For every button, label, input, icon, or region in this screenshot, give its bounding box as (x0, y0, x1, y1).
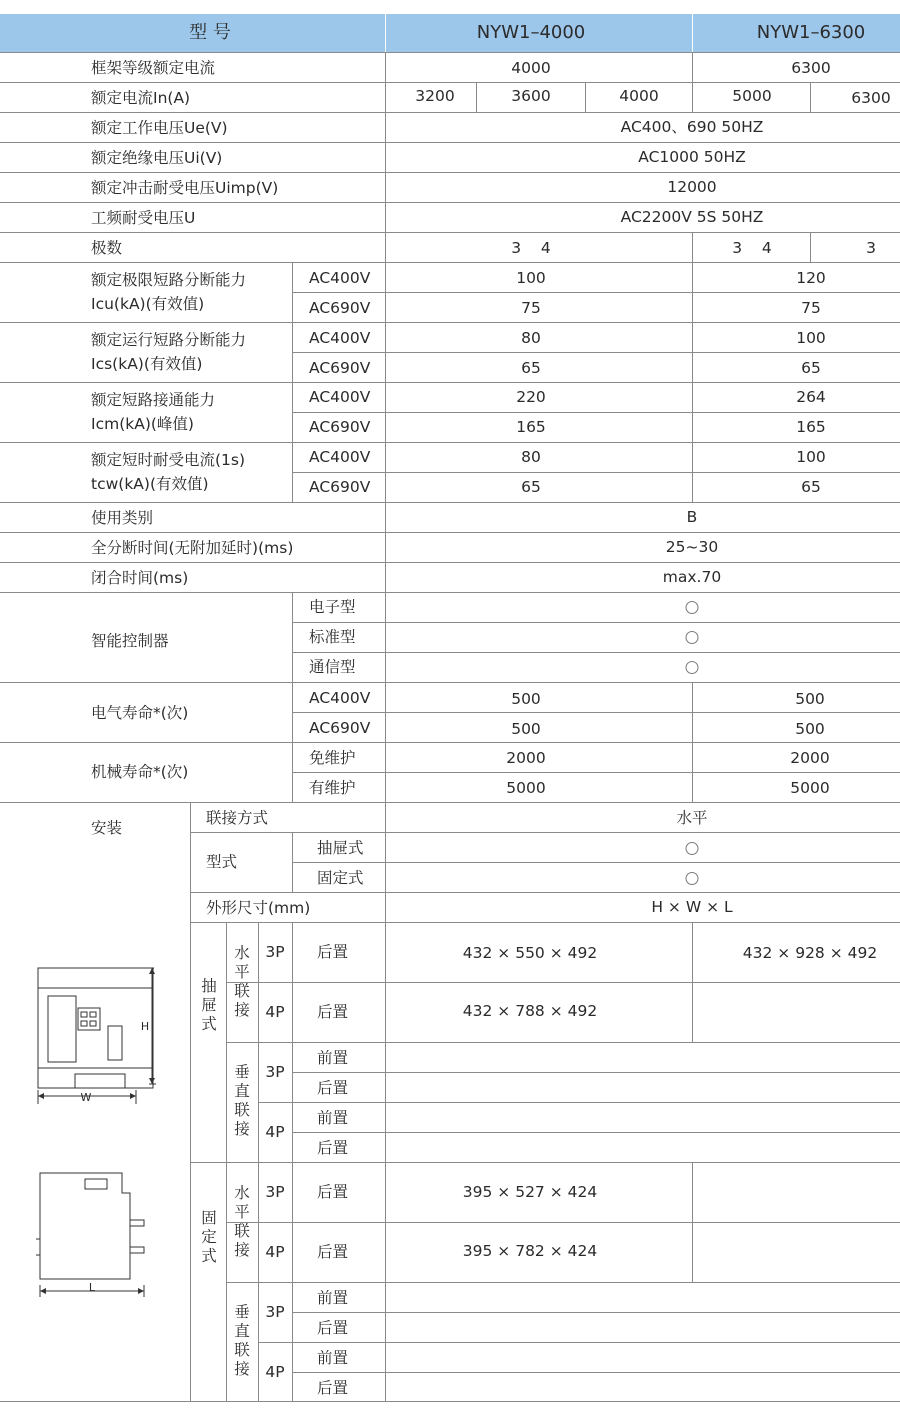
controller-type: 标准型 (309, 628, 356, 646)
voltage-label: AC690V (309, 359, 371, 377)
connection-value: 水平 (676, 809, 708, 827)
ue-label: 额定工作电压Ue(V) (91, 119, 228, 137)
rated-current-value: 4000 (619, 87, 659, 105)
position-rear: 后置 (317, 1003, 349, 1021)
poles-label: 极数 (91, 239, 123, 257)
pole-3p: 3P (265, 1183, 285, 1201)
uimp-label: 额定冲击耐受电压Uimp(V) (91, 179, 279, 197)
icm-value: 165 (796, 418, 826, 436)
category-label: 使用类别 (91, 509, 154, 527)
col-line (692, 922, 693, 1042)
ics-sublabel: Ics(kA)(有效值) (91, 355, 203, 373)
length-dimension-label: L (88, 1281, 96, 1294)
type-label: 型式 (206, 853, 238, 871)
row-line (0, 1401, 900, 1402)
poles-value: 3 (866, 239, 876, 257)
icu-value: 75 (521, 299, 541, 317)
ics-value: 65 (801, 359, 821, 377)
elec-life-value: 500 (511, 690, 541, 708)
rated-current-value: 3600 (511, 87, 551, 105)
row-line (292, 1072, 900, 1073)
ics-value: 80 (521, 329, 541, 347)
frame-current-value: 6300 (791, 59, 831, 77)
u-value: AC2200V 5S 50HZ (620, 208, 764, 226)
col-line (190, 802, 191, 1401)
row-line (0, 172, 900, 173)
horizontal-connection-label: 水平联接 (234, 944, 250, 1019)
fixed-vertical-label: 固定式 (201, 1209, 217, 1265)
position-rear: 后置 (317, 1379, 349, 1397)
icu-sublabel: Icu(kA)(有效值) (91, 295, 205, 313)
row-line (0, 202, 900, 203)
row-line (226, 1282, 900, 1283)
vertical-connection-label: 垂直联接 (234, 1063, 250, 1138)
col-line (585, 82, 586, 112)
connection-label: 联接方式 (206, 809, 269, 827)
position-front: 前置 (317, 1289, 349, 1307)
pole-4p: 4P (265, 1003, 285, 1021)
install-label: 安装 (91, 819, 123, 837)
controller-type: 通信型 (309, 658, 356, 676)
drawer-vertical-label: 抽屉式 (201, 977, 217, 1033)
optional-mark-icon (686, 872, 699, 885)
elec-life-value: 500 (795, 720, 825, 738)
row-line (292, 352, 900, 353)
row-line (292, 1372, 900, 1373)
voltage-label: AC690V (309, 478, 371, 496)
icm-value: 264 (796, 388, 826, 406)
position-front: 前置 (317, 1109, 349, 1127)
icm-sublabel: Icm(kA)(峰值) (91, 415, 194, 433)
mech-life-value: 2000 (506, 749, 546, 767)
close-time-value: max.70 (662, 568, 722, 586)
width-dimension-label: W (80, 1091, 92, 1104)
dimension-value: 395 × 527 × 424 (462, 1183, 598, 1201)
icw-value: 100 (796, 448, 826, 466)
dims-label: 外形尺寸(mm) (206, 899, 311, 917)
break-time-label: 全分断时间(无附加延时)(ms) (91, 539, 294, 557)
col-line (292, 592, 293, 802)
row-line (292, 622, 900, 623)
controller-label: 智能控制器 (91, 632, 169, 650)
controller-type: 电子型 (309, 598, 356, 616)
row-line (0, 562, 900, 563)
row-line (0, 52, 900, 53)
row-line (0, 112, 900, 113)
category-value: B (686, 508, 698, 526)
header-divider (692, 14, 693, 52)
row-line (190, 832, 900, 833)
dimension-value: 395 × 782 × 424 (462, 1242, 598, 1260)
row-line (0, 802, 900, 803)
rated-current-value: 3200 (415, 87, 455, 105)
maintenance-label: 免维护 (309, 749, 356, 767)
col-line (292, 262, 293, 502)
pole-4p: 4P (265, 1363, 285, 1381)
mech-life-value: 5000 (790, 779, 830, 797)
break-time-value: 25~30 (665, 538, 719, 556)
row-line (0, 382, 900, 383)
voltage-label: AC690V (309, 299, 371, 317)
col-line (292, 832, 293, 892)
row-line (0, 322, 900, 323)
position-rear: 后置 (317, 1079, 349, 1097)
icu-value: 120 (796, 269, 826, 287)
elec-life-value: 500 (511, 720, 541, 738)
icw-label: 额定短时耐受电流(1s) (91, 451, 246, 469)
voltage-label: AC400V (309, 329, 371, 347)
optional-mark-icon (686, 842, 699, 855)
icu-value: 100 (516, 269, 546, 287)
pole-4p: 4P (265, 1123, 285, 1141)
pole-3p: 3P (265, 943, 285, 961)
position-rear: 后置 (317, 1183, 349, 1201)
col-line (385, 52, 386, 1401)
col-line (810, 232, 811, 262)
icm-value: 220 (516, 388, 546, 406)
row-line (0, 682, 900, 683)
col-line (810, 82, 811, 112)
vertical-connection-label: 垂直联接 (234, 1303, 250, 1378)
col-line (692, 52, 693, 82)
row-line (292, 772, 900, 773)
dimension-value: 432 × 788 × 492 (462, 1002, 598, 1020)
ue-value: AC400、690 50HZ (620, 118, 764, 136)
row-line (258, 1102, 900, 1103)
col-line (692, 1162, 693, 1282)
row-line (292, 712, 900, 713)
row-line (0, 502, 900, 503)
voltage-label: AC690V (309, 719, 371, 737)
ics-value: 100 (796, 329, 826, 347)
poles-value: 3 4 (511, 239, 551, 257)
pole-4p: 4P (265, 1243, 285, 1261)
frame-current-value: 4000 (511, 59, 551, 77)
dimension-value: 432 × 928 × 492 (742, 944, 878, 962)
row-line (292, 412, 900, 413)
icw-value: 80 (521, 448, 541, 466)
model-nyw1-4000-header: NYW1–4000 (476, 22, 586, 43)
row-line (226, 1222, 900, 1223)
icw-sublabel: tcw(kA)(有效值) (91, 475, 209, 493)
ui-label: 额定绝缘电压Ui(V) (91, 149, 223, 167)
rated-current-value: 6300 (851, 89, 891, 107)
ics-label: 额定运行短路分断能力 (91, 331, 247, 349)
elec-life-value: 500 (795, 690, 825, 708)
row-line (0, 442, 900, 443)
elec-life-label: 电气寿命*(次) (91, 704, 189, 722)
row-line (0, 742, 900, 743)
icm-label: 额定短路接通能力 (91, 391, 216, 409)
type-fixed: 固定式 (317, 869, 364, 887)
type-drawer: 抽屉式 (317, 839, 364, 857)
position-rear: 后置 (317, 1319, 349, 1337)
row-line (0, 232, 900, 233)
close-time-label: 闭合时间(ms) (91, 569, 189, 587)
model-nyw1-6300-header: NYW1–6300 (756, 22, 866, 43)
pole-3p: 3P (265, 1303, 285, 1321)
row-line (292, 1132, 900, 1133)
col-line (692, 232, 693, 502)
position-rear: 后置 (317, 1139, 349, 1157)
icw-value: 65 (521, 478, 541, 496)
icw-value: 65 (801, 478, 821, 496)
optional-mark-icon (686, 661, 699, 674)
row-line (292, 472, 900, 473)
voltage-label: AC400V (309, 689, 371, 707)
position-rear: 后置 (317, 943, 349, 961)
icu-value: 75 (801, 299, 821, 317)
height-dimension-label: H (140, 1020, 150, 1033)
row-line (292, 292, 900, 293)
optional-mark-icon (686, 631, 699, 644)
poles-value: 3 4 (732, 239, 772, 257)
voltage-label: AC400V (309, 269, 371, 287)
row-line (226, 982, 900, 983)
col-line (292, 922, 293, 1401)
ui-value: AC1000 50HZ (638, 148, 746, 166)
maintenance-label: 有维护 (309, 779, 356, 797)
row-line (0, 532, 900, 533)
voltage-label: AC690V (309, 418, 371, 436)
model-header-label: 型 号 (189, 22, 231, 43)
voltage-label: AC400V (309, 448, 371, 466)
row-line (226, 1042, 900, 1043)
u-label: 工频耐受电压U (91, 209, 196, 227)
optional-mark-icon (686, 601, 699, 614)
uimp-value: 12000 (667, 178, 717, 196)
horizontal-connection-label: 水平联接 (234, 1184, 250, 1259)
row-line (292, 862, 900, 863)
mech-life-label: 机械寿命*(次) (91, 763, 189, 781)
icm-value: 165 (516, 418, 546, 436)
row-line (0, 592, 900, 593)
rated-current-value: 5000 (732, 87, 772, 105)
dimension-value: 432 × 550 × 492 (462, 944, 598, 962)
col-line (258, 922, 259, 1401)
row-line (0, 142, 900, 143)
icu-label: 额定极限短路分断能力 (91, 271, 247, 289)
col-line (692, 682, 693, 802)
mech-life-value: 5000 (506, 779, 546, 797)
row-line (0, 82, 900, 83)
position-front: 前置 (317, 1349, 349, 1367)
header-divider (385, 14, 386, 52)
position-front: 前置 (317, 1049, 349, 1067)
frame-current-label: 框架等级额定电流 (91, 59, 216, 77)
col-line (226, 922, 227, 1401)
row-line (0, 262, 900, 263)
row-line (190, 1162, 900, 1163)
pole-3p: 3P (265, 1063, 285, 1081)
mech-life-value: 2000 (790, 749, 830, 767)
row-line (292, 1312, 900, 1313)
rated-current-label: 额定电流In(A) (91, 89, 191, 107)
ics-value: 65 (521, 359, 541, 377)
col-line (692, 82, 693, 112)
dims-value: H × W × L (651, 898, 733, 916)
row-line (292, 652, 900, 653)
row-line (190, 892, 900, 893)
row-line (258, 1342, 900, 1343)
row-line (190, 922, 900, 923)
voltage-label: AC400V (309, 388, 371, 406)
col-line (476, 82, 477, 112)
position-rear: 后置 (317, 1243, 349, 1261)
